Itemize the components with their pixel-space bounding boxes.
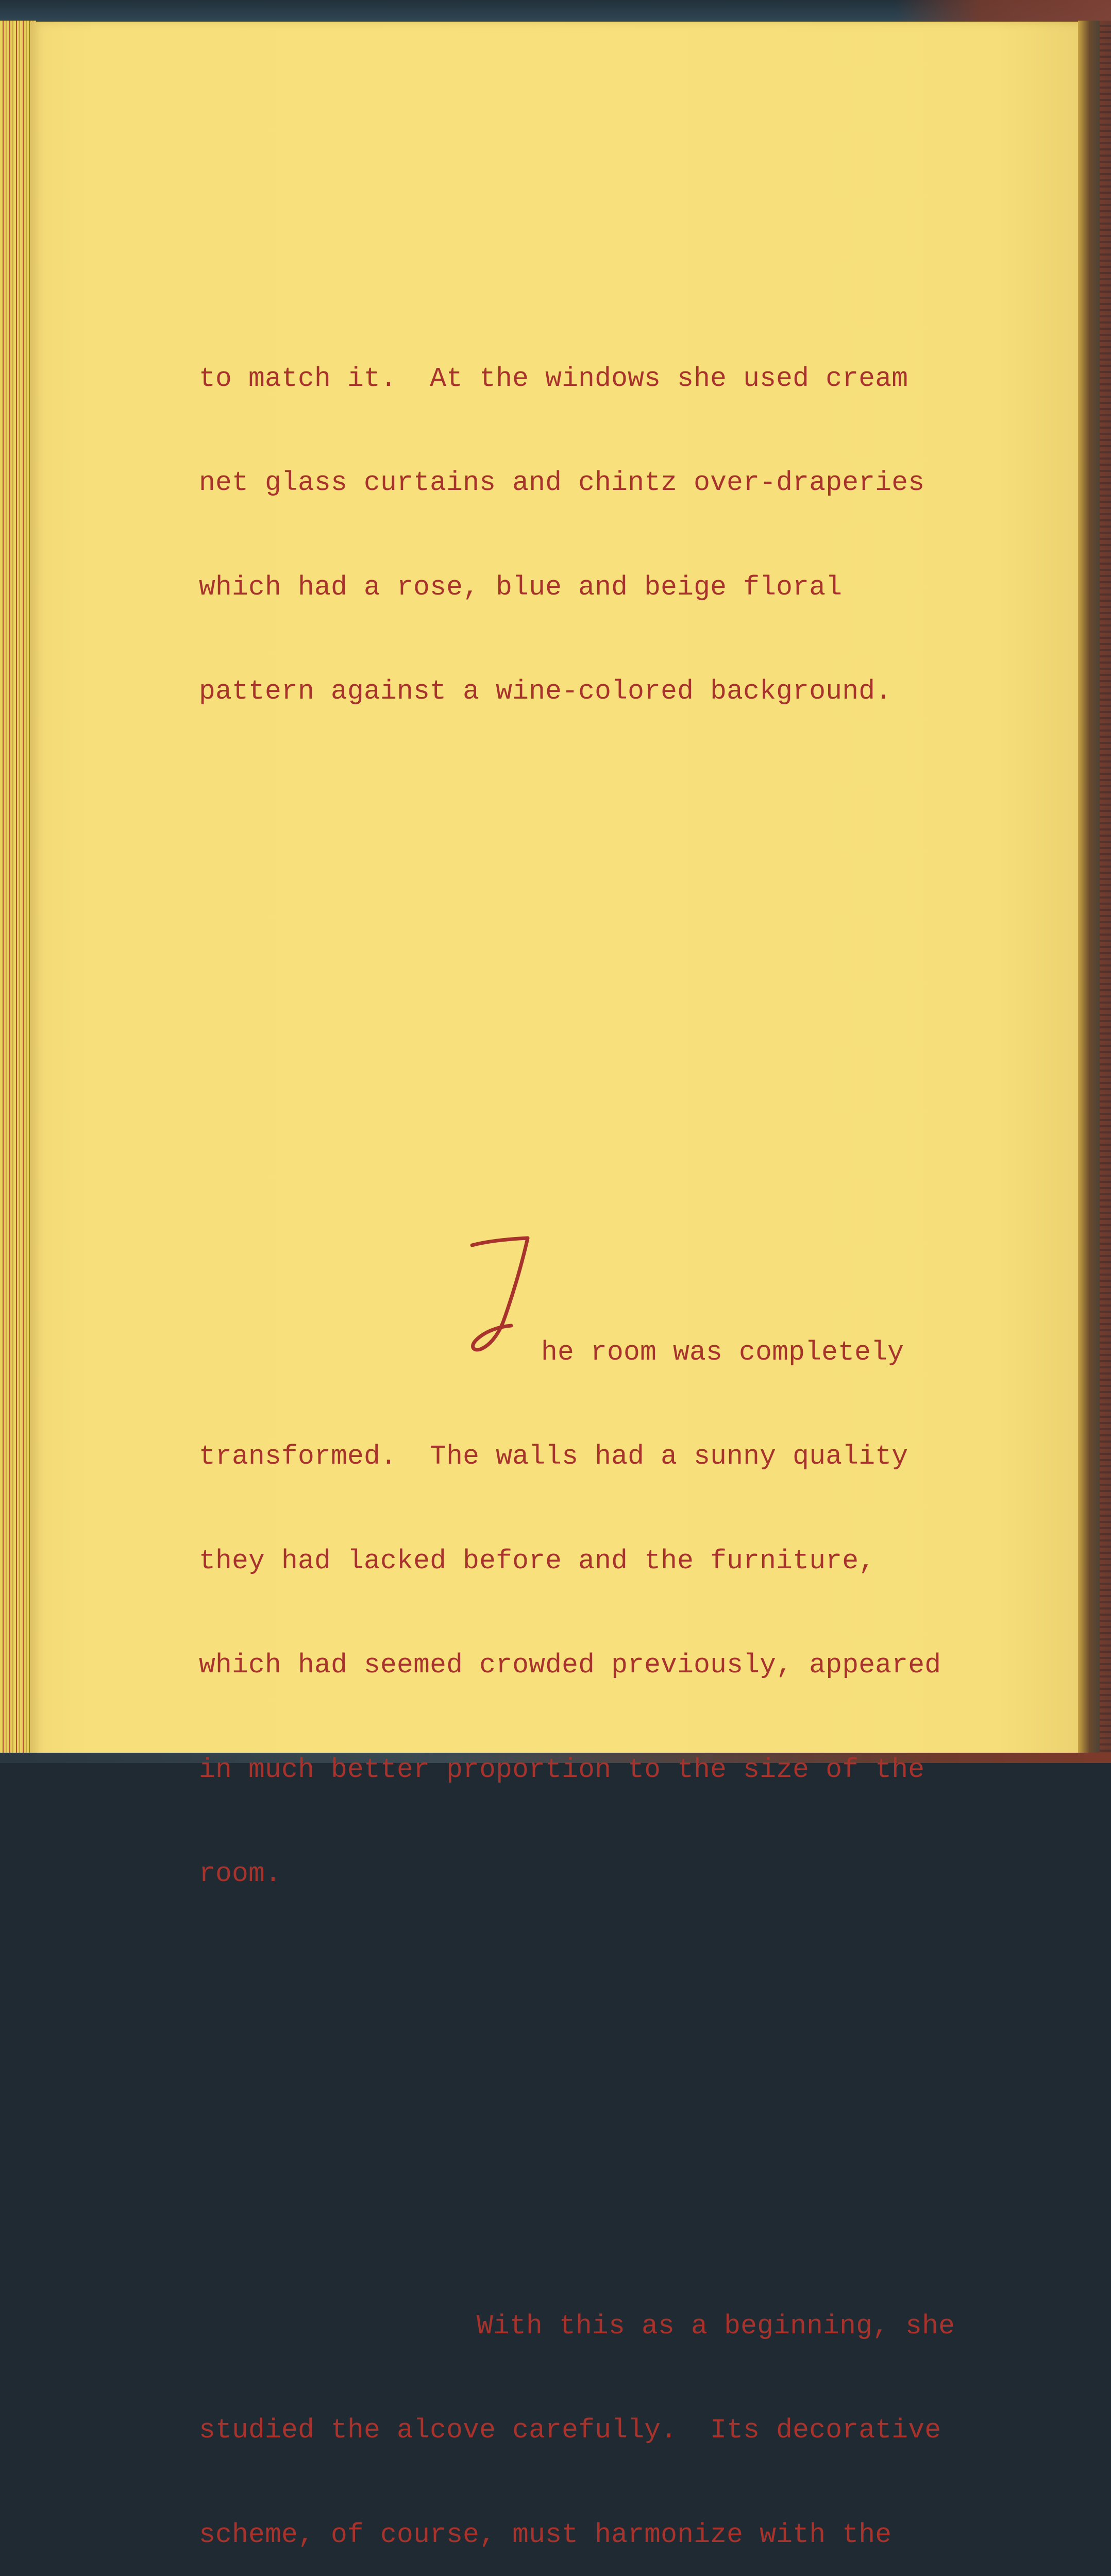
text-line: net glass curtains and chintz over-draperies: [199, 466, 1003, 501]
paragraph-gap: [199, 1092, 1003, 1127]
text-line: in much better proportion to the size of the: [199, 1753, 1003, 1788]
paragraph-3: [199, 2240, 1003, 2576]
text-line: studied the alcove carefully. Its decorative: [199, 2413, 1003, 2448]
drop-cap-t-glyph: [467, 1230, 549, 1356]
drop-cap-line-rest: he room was completely: [541, 1335, 904, 1370]
paragraph-1: [199, 292, 1003, 779]
paragraph-gap: [199, 2065, 1003, 2100]
paragraph-gap: [199, 883, 1003, 918]
text-line: With this as a beginning, she: [199, 2309, 1003, 2344]
text-line: room.: [199, 1857, 1003, 1892]
text-line: they had lacked before and the furniture,: [199, 1544, 1003, 1579]
paragraph-2: [199, 1266, 1003, 1961]
text-line: scheme, of course, must harmonize with the: [199, 2518, 1003, 2553]
text-line: which had seemed crowded previously, appeared: [199, 1648, 1003, 1683]
book-binding-right: [1100, 21, 1111, 1763]
text-line: to match it. At the windows she used cream: [199, 362, 1003, 397]
typed-text-body: [199, 188, 1003, 2576]
text-line: pattern against a wine-colored background.: [199, 674, 1003, 709]
text-line: transformed. The walls had a sunny quality: [199, 1439, 1003, 1475]
paragraph-gap: [199, 988, 1003, 1023]
drop-cap-line: [199, 1335, 1003, 1370]
text-line: which had a rose, blue and beige floral: [199, 570, 1003, 605]
